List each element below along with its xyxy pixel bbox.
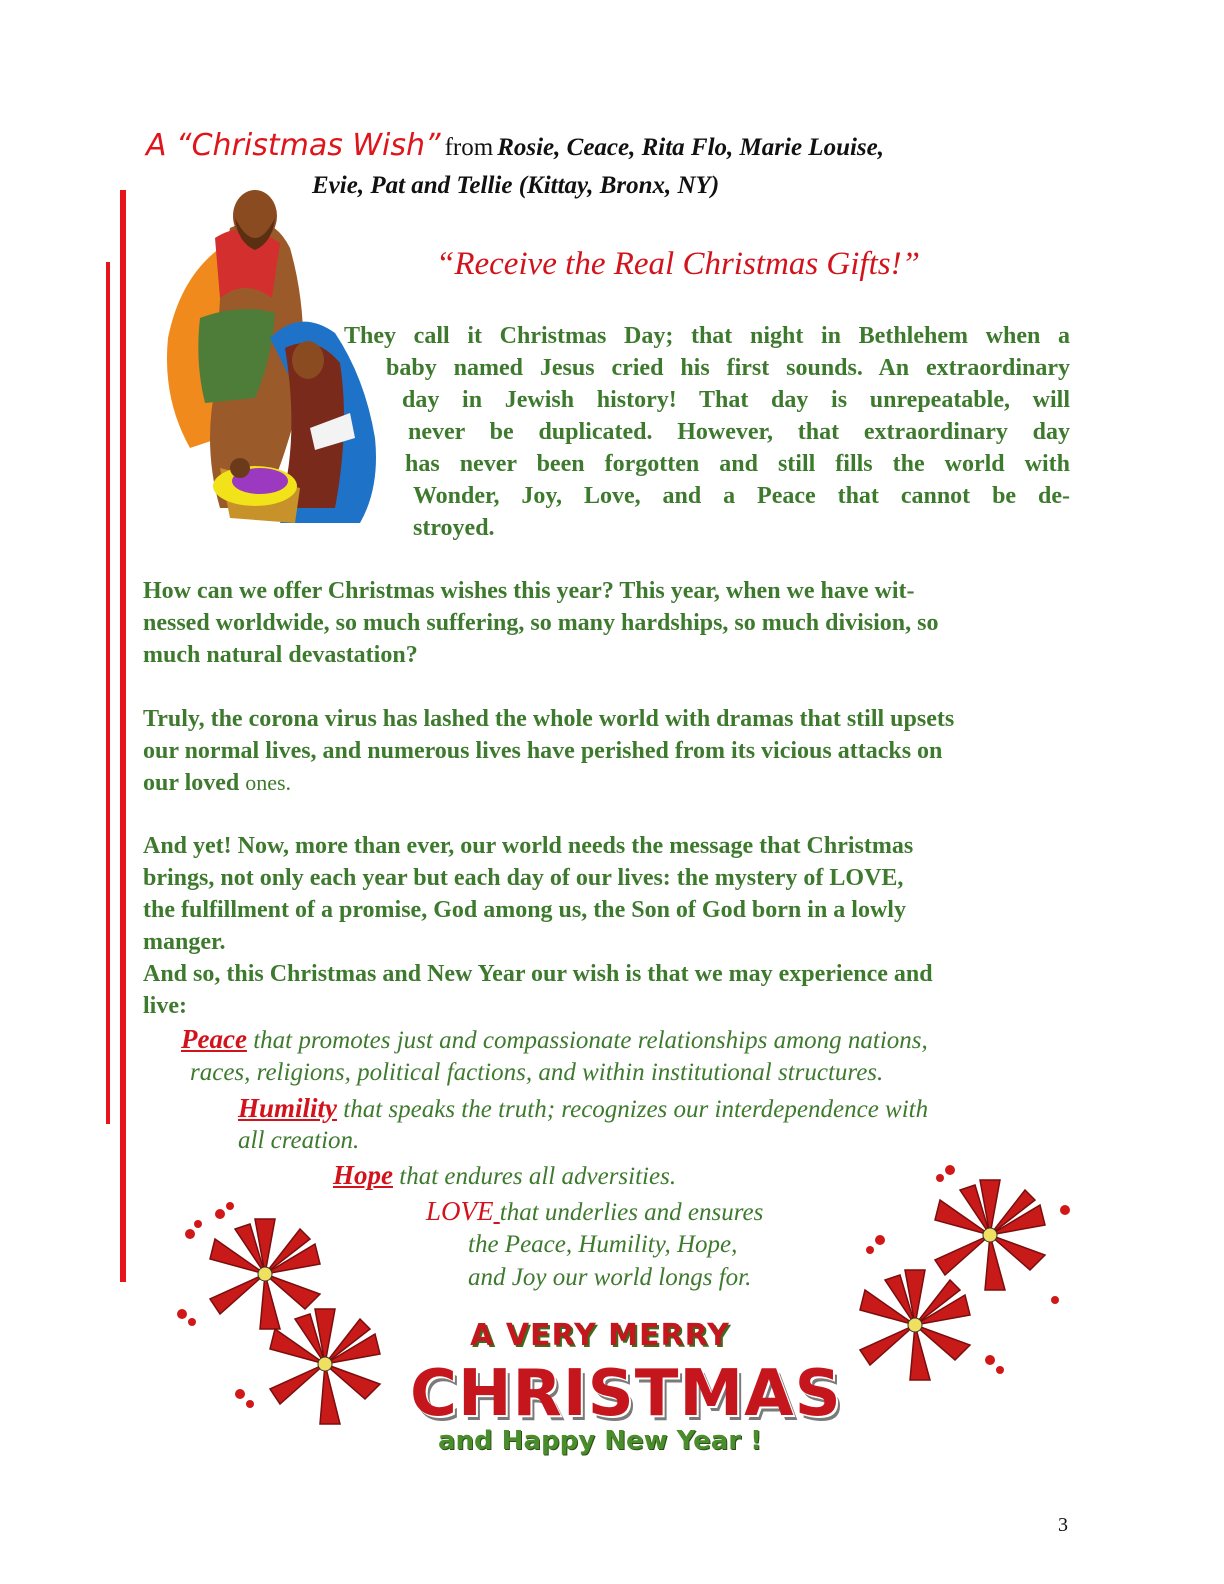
virtue-love-continued: and Joy our world longs for. bbox=[468, 1264, 752, 1291]
paragraph-4 bbox=[143, 830, 1073, 1022]
header-line-1 bbox=[146, 128, 1046, 163]
virtue-humility bbox=[238, 1091, 928, 1127]
poinsettia-icon bbox=[170, 1194, 395, 1444]
paragraph-line: nessed worldwide, so much suffering, so many hardships, so much division, so bbox=[143, 610, 939, 636]
virtue-keyword-hope: Hope bbox=[333, 1160, 393, 1190]
nativity-illustration bbox=[160, 188, 400, 528]
virtue-humility-continued: all creation. bbox=[238, 1127, 360, 1154]
header-names-1: Rosie, Ceace, Rita Flo, Marie Louise, bbox=[497, 134, 884, 161]
intro-line: has never been forgotten and still fills the world with bbox=[405, 451, 1070, 477]
virtue-keyword-humility: Humility bbox=[238, 1093, 338, 1123]
virtue-text: that underlies and ensures bbox=[499, 1199, 764, 1226]
poinsettia-icon bbox=[840, 1160, 1080, 1400]
red-margin-line bbox=[120, 190, 126, 1282]
paragraph-3 bbox=[143, 703, 1073, 799]
greeting-line-1: A VERY MERRY bbox=[470, 1318, 730, 1353]
header-from: from bbox=[444, 134, 494, 161]
intro-line: They call it Christmas Day; that night in Bethlehem when a bbox=[344, 323, 1070, 349]
paragraph-line: How can we offer Christmas wishes this year? This year, when we have wit- bbox=[143, 578, 915, 604]
virtue-keyword-love: LOVE bbox=[426, 1196, 494, 1226]
virtue-love bbox=[426, 1194, 763, 1230]
paragraph-line: live: bbox=[143, 993, 187, 1019]
paragraph-line-light: ones. bbox=[245, 770, 292, 795]
page-number: 3 bbox=[1058, 1514, 1068, 1536]
virtue-hope bbox=[333, 1158, 676, 1194]
intro-line: stroyed. bbox=[413, 515, 495, 541]
virtue-text: that promotes just and compassionate relationships among nations, bbox=[246, 1027, 928, 1054]
paragraph-2 bbox=[143, 575, 1073, 671]
intro-line: never be duplicated. However, that extraordinary day bbox=[408, 419, 1070, 445]
intro-line: day in Jewish history! That day is unrepeatable, will bbox=[402, 387, 1070, 413]
intro-line: baby named Jesus cried his first sounds. An extraordinary bbox=[386, 355, 1070, 381]
paragraph-line: And so, this Christmas and New Year our wish is that we may experience and bbox=[143, 961, 933, 987]
virtue-love-continued: the Peace, Humility, Hope, bbox=[468, 1231, 738, 1258]
virtue-text: that speaks the truth; recognizes our interdependence with bbox=[337, 1096, 929, 1123]
paragraph-line: much natural devastation? bbox=[143, 642, 418, 668]
red-margin-line-inner bbox=[106, 262, 110, 1124]
paragraph-line: our normal lives, and numerous lives have perished from its vicious attacks on bbox=[143, 738, 943, 764]
paragraph-line-bold: our loved bbox=[143, 770, 246, 796]
paragraph-line: And yet! Now, more than ever, our world needs the message that Christmas bbox=[143, 833, 914, 859]
paragraph-line: Truly, the corona virus has lashed the whole world with dramas that still upsets bbox=[143, 706, 955, 732]
paragraph-line: brings, not only each year but each day of our lives: the mystery of LOVE, bbox=[143, 865, 904, 891]
paragraph-line: manger. bbox=[143, 929, 226, 955]
virtue-keyword-peace: Peace bbox=[181, 1024, 247, 1054]
paragraph-line bbox=[143, 767, 1073, 799]
intro-line: Wonder, Joy, Love, and a Peace that cannot be de- bbox=[413, 483, 1070, 509]
article-subtitle: “Receive the Real Christmas Gifts!” bbox=[436, 246, 920, 282]
greeting-line-2: CHRISTMAS bbox=[410, 1357, 842, 1431]
virtue-peace-continued: races, religions, political factions, and within institutional structures. bbox=[190, 1059, 884, 1086]
virtue-peace bbox=[181, 1022, 928, 1058]
virtue-text: that endures all adversities. bbox=[393, 1163, 677, 1190]
header-title: A “Christmas Wish” bbox=[146, 128, 441, 163]
paragraph-line: the fulfillment of a promise, God among us, the Son of God born in a lowly bbox=[143, 897, 906, 923]
greeting-line-3: and Happy New Year ! bbox=[437, 1426, 763, 1456]
header-names-2: Evie, Pat and Tellie (Kittay, Bronx, NY) bbox=[312, 172, 720, 199]
